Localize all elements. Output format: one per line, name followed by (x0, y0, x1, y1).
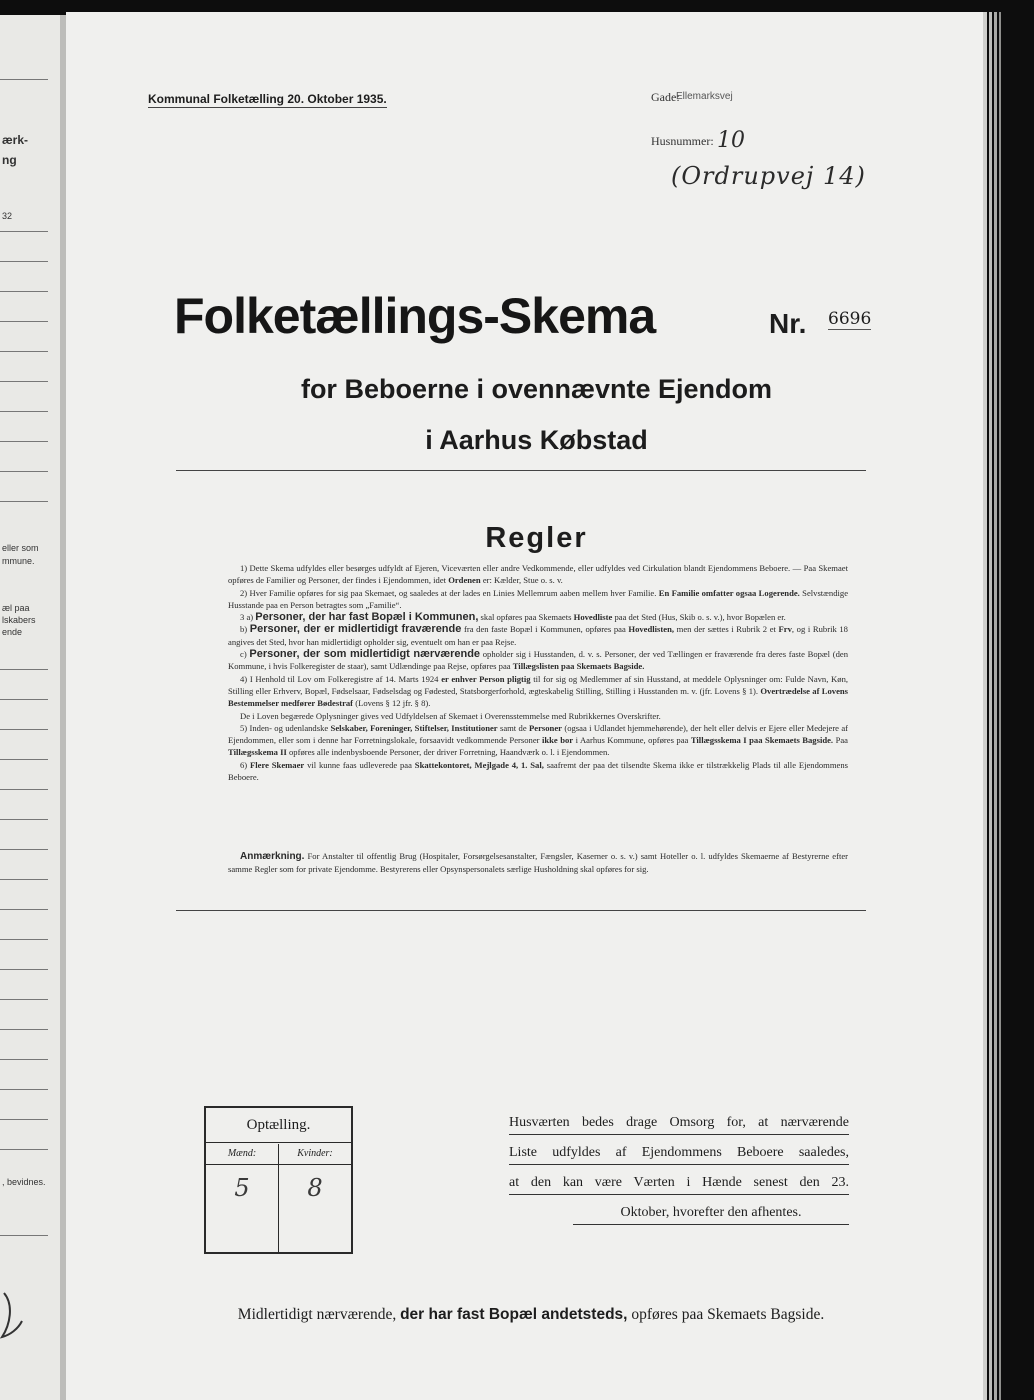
left-fragment: ende (2, 627, 23, 637)
divider (0, 759, 48, 760)
nr-label: Nr. (769, 308, 807, 339)
divider (0, 351, 48, 352)
divider (0, 501, 48, 502)
left-fragment: ng (2, 153, 17, 167)
husnummer-value: 10 (717, 128, 745, 153)
divider (0, 1235, 48, 1236)
divider (0, 1029, 48, 1030)
men-column (206, 1144, 278, 1252)
rule-3c: c) Personer, der som midlertidigt nærværende opholder sig i Husstanden, d. v. s. Personer, der ved Tællingen er fraværende fra deres faste Bopæl (den Kommune, i hvis Folkeregister de staar), samt Udlændinge paa Rejse, opføres paa Tillægslisten paa Skemaets Bagside. (228, 648, 848, 672)
count-box (204, 1106, 353, 1254)
instruction-line: Oktober, hvorefter den afhentes. (573, 1202, 849, 1225)
left-fragment: 32 (2, 211, 13, 221)
census-title: Kommunal Folketælling 20. Oktober 1935. (148, 92, 387, 106)
rule-4-extra: De i Loven begærede Oplysninger gives ved Udfyldelsen af Skemaet i Overensstemmelse med Rubrikkernes Overskrifter. (240, 710, 661, 721)
rules-text (228, 562, 848, 783)
subtitle-town: i Aarhus Købstad (425, 425, 648, 455)
husnummer-label: Husnummer: (651, 134, 714, 148)
women-count: 8 (307, 1174, 323, 1202)
divider (0, 471, 48, 472)
divider (0, 909, 48, 910)
left-fragment: æl paa (2, 603, 30, 613)
census-form-page (66, 12, 983, 1400)
left-fragment: , bevidnes. (2, 1177, 46, 1187)
left-fragment: lskabers (2, 615, 36, 625)
men-count: 5 (234, 1174, 250, 1202)
divider (0, 999, 48, 1000)
rule-5: 5) Inden- og udenlandske Selskaber, Foreninger, Stiftelser, Institutioner samt de Personer (ogsaa i Udlandet hjemmehørende), der helt eller delvis er Ejere eller Medejere af Ejendommen, eller som i denne har Forretningslokale, forsaavidt vedkommende Personer ikke bor i Aarhus Kommune, opføres paa Tillægsskema I paa Skemaets Bagside. Paa Tillægsskema II opføres alle indenbysboende Personer, der driver Forretning, Haandværk o. l. i Ejendommen. (228, 722, 849, 758)
divider (0, 819, 48, 820)
divider (0, 969, 48, 970)
rule-2: 2) Hver Familie opføres for sig paa Skemaet, og saaledes at der lades en Linies Mellemrum aaben mellem hver Familie. En Familie omfatter ogsaa Logerende. Selvstændige Husstande paa en Person betragtes som „Familie“. (228, 587, 849, 610)
left-fragment: mmune. (2, 556, 35, 566)
divider (0, 441, 48, 442)
gade-label: Gade: (651, 90, 680, 104)
left-page-fragment (0, 15, 62, 1400)
count-title: Optælling. (206, 1108, 351, 1143)
divider (0, 1149, 48, 1150)
rules-heading: Regler (485, 522, 588, 554)
form-number: 6696 (828, 309, 872, 329)
divider (0, 79, 48, 80)
rule-6: 6) Flere Skemaer vil kunne faas udleverede paa Skattekontoret, Mejlgade 4, 1. Sal, saafremt der paa det tilsendte Skema ikke er tilstrækkelig Plads til alle Ejendommens Beboere. (228, 759, 849, 783)
page-edge (989, 12, 992, 1400)
divider (176, 470, 866, 471)
divider (0, 231, 48, 232)
annotation-text: For Anstalter til offentlig Brug (Hospitaler, Forsørgelsesanstalter, Fængsler, Kaserner o. s. v.) samt Hoteller o. l. udfyldes Skemaerne af Bestyrerne efter samme Regler som for private Ejendomme. Bestyrerens eller Opsynspersonalets særlige Husholdning skal opføres for sig. (228, 851, 849, 875)
rule-1: 1) Dette Skema udfyldes eller besørges udfyldt af Ejeren, Viceværten eller andre Vedkommende, eller udfyldes ved Cirkulation blandt Ejendommens Beboere. — Paa Skemaet opføres de Familier og Personer, der findes i Ejendommen, idet Ordenen er: Kælder, Stue o. s. v. (228, 563, 848, 586)
instruction-line: Husværten bedes drage Omsorg for, at nærværende (509, 1112, 849, 1135)
divider (0, 699, 48, 700)
rule-3b: b) Personer, der er midlertidigt fraværende fra den faste Bopæl i Kommunen, opføres paa Hovedlisten, men der sættes i Rubrik 2 et Frv, og i Rubrik 18 angives det Sted, hvor han midlertidigt opholder sig, eventuelt om han er paa Rejse. (228, 623, 848, 647)
women-column (278, 1144, 351, 1252)
left-fragment: eller som (2, 543, 39, 553)
divider (0, 879, 48, 880)
divider (0, 291, 48, 292)
divider (0, 729, 48, 730)
women-label: Kvinder: (279, 1144, 351, 1165)
handwritten-mark (0, 1285, 30, 1345)
men-label: Mænd: (206, 1144, 278, 1165)
gade-value: Ellemarksvej (676, 91, 733, 102)
divider (0, 1059, 48, 1060)
landlord-instructions (509, 1112, 849, 1232)
divider (176, 910, 866, 911)
left-fragment: ærk- (2, 133, 29, 147)
annotation-label: Anmærkning. (240, 851, 305, 862)
page-edge (994, 12, 997, 1400)
divider (0, 1089, 48, 1090)
form-title: Folketællings-Skema (174, 288, 656, 344)
page-edge (983, 12, 987, 1400)
handwritten-note: (Ordrupvej 14) (671, 162, 866, 190)
annotation-note (228, 850, 848, 876)
rule-4: 4) I Henhold til Lov om Folkeregistre af 14. Marts 1924 er enhver Person pligtig til for sig og Medlemmer af sin Husstand, at meddele Oplysninger om: Fulde Navn, Køn, Stilling eller Erhverv, Bopæl, Fødselsaar, Fødselsdag og Fødested, Statsborgerforhold, ægteskabelig Stilling, Stilling i Husstanden m. v. (jfr. Lovens § 1). Overtrædelse af Lovens Bestemmelser medfører Bødestraf (Lovens § 12 jfr. § 8). (228, 673, 849, 709)
divider (0, 939, 48, 940)
divider (0, 381, 48, 382)
instruction-line: Liste udfyldes af Ejendommens Beboere saaledes, (509, 1142, 849, 1165)
divider (0, 849, 48, 850)
divider (0, 321, 48, 322)
instruction-line: at den kan være Værten i Hænde senest den 23. (509, 1172, 849, 1195)
rule-3a: 3 a) Personer, der har fast Bopæl i Kommunen, skal opføres paa Skemaets Hovedliste paa det Sted (Hus, Skib o. s. v.), hvor Bopælen er. (240, 611, 786, 624)
divider (0, 261, 48, 262)
divider (0, 1119, 48, 1120)
subtitle-residents: for Beboerne i ovennævnte Ejendom (300, 374, 773, 404)
divider (0, 669, 48, 670)
footer-note: Midlertidigt nærværende, der har fast Bopæl andetsteds, opføres paa Skemaets Bagside. (237, 1306, 825, 1323)
page-edge (999, 12, 1001, 1400)
divider (0, 411, 48, 412)
divider (0, 789, 48, 790)
